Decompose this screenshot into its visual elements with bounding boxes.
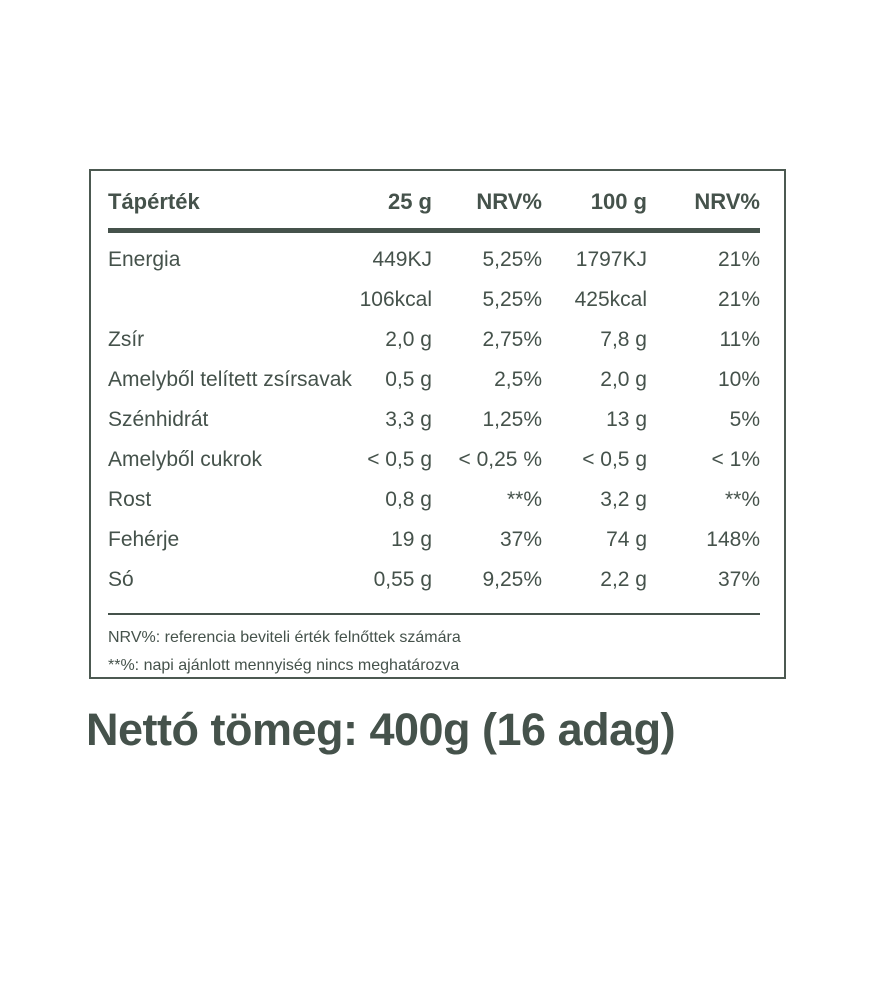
row-label: Amelyből telített zsírsavak: [108, 368, 352, 391]
row-nrv-100g: 10%: [717, 368, 760, 391]
row-value-100g: 13 g: [606, 408, 647, 431]
table-row-cukrok: [108, 440, 760, 480]
row-value-100g: 425kcal: [574, 288, 647, 311]
footnote-daily-amount: **%: napi ajánlott mennyiség nincs meghatározva: [108, 657, 460, 674]
row-value-100g: 3,2 g: [600, 488, 647, 511]
row-nrv-25g: 37%: [499, 528, 542, 551]
row-nrv-100g: < 1%: [711, 448, 760, 471]
nutrition-table: [89, 169, 786, 679]
header-nrv-25g-column: NRV%: [476, 189, 542, 214]
header-per-25g-column: 25 g: [387, 189, 432, 214]
table-row-so: [108, 560, 760, 600]
footnote-nrv: NRV%: referencia beviteli érték felnőttek számára: [108, 629, 461, 646]
table-row-szenhidrat: [108, 400, 760, 440]
row-label: Rost: [108, 488, 152, 511]
nutrition-table-header: [108, 171, 760, 233]
row-value-100g: 74 g: [606, 528, 647, 551]
row-value-100g: 1797KJ: [575, 248, 647, 271]
table-row-energia-kcal: [108, 280, 760, 320]
row-nrv-25g: **%: [506, 488, 542, 511]
row-value-25g: 449KJ: [372, 248, 432, 271]
row-value-25g: 0,5 g: [385, 368, 432, 391]
table-row-rost: [108, 480, 760, 520]
row-value-25g: < 0,5 g: [367, 448, 432, 471]
row-label: Szénhidrát: [108, 408, 209, 431]
header-per-100g-column: 100 g: [590, 189, 647, 214]
row-value-100g: 2,0 g: [600, 368, 647, 391]
row-nrv-25g: 5,25%: [482, 248, 542, 271]
row-value-100g: < 0,5 g: [582, 448, 647, 471]
row-nrv-100g: 148%: [706, 528, 760, 551]
row-label: Amelyből cukrok: [108, 448, 263, 471]
row-nrv-100g: 21%: [717, 248, 760, 271]
row-label: Zsír: [108, 328, 145, 351]
row-value-100g: 7,8 g: [600, 328, 647, 351]
row-value-25g: 19 g: [391, 528, 432, 551]
row-nrv-100g: **%: [724, 488, 760, 511]
table-row-feherje: [108, 520, 760, 560]
row-value-25g: 0,8 g: [385, 488, 432, 511]
row-value-100g: 2,2 g: [600, 568, 647, 591]
row-nrv-25g: 2,75%: [482, 328, 542, 351]
table-row-energia-kj: [108, 240, 760, 280]
row-nrv-25g: 2,5%: [494, 368, 542, 391]
row-nrv-100g: 11%: [719, 328, 760, 351]
row-label: Energia: [108, 248, 181, 271]
header-nrv-100g-column: NRV%: [694, 189, 760, 214]
net-weight-title: Nettó tömeg: 400g (16 adag): [86, 704, 676, 755]
row-nrv-25g: 5,25%: [482, 288, 542, 311]
header-nutrient-column: Tápérték: [108, 189, 200, 214]
row-nrv-100g: 21%: [717, 288, 760, 311]
row-nrv-100g: 5%: [729, 408, 760, 431]
table-footnotes: [108, 613, 760, 680]
row-value-25g: 3,3 g: [385, 408, 432, 431]
row-value-25g: 106kcal: [359, 288, 432, 311]
row-nrv-25g: 9,25%: [482, 568, 542, 591]
row-nrv-100g: 37%: [717, 568, 760, 591]
row-nrv-25g: 1,25%: [482, 408, 542, 431]
table-row-zsir: [108, 320, 760, 360]
nutrition-table-body: [108, 233, 760, 600]
row-value-25g: 2,0 g: [385, 328, 432, 351]
table-row-telitett-zsirsavak: [108, 360, 760, 400]
row-label: Fehérje: [108, 528, 180, 551]
row-nrv-25g: < 0,25 %: [458, 448, 542, 471]
row-value-25g: 0,55 g: [373, 568, 432, 591]
row-label: Só: [108, 568, 134, 591]
